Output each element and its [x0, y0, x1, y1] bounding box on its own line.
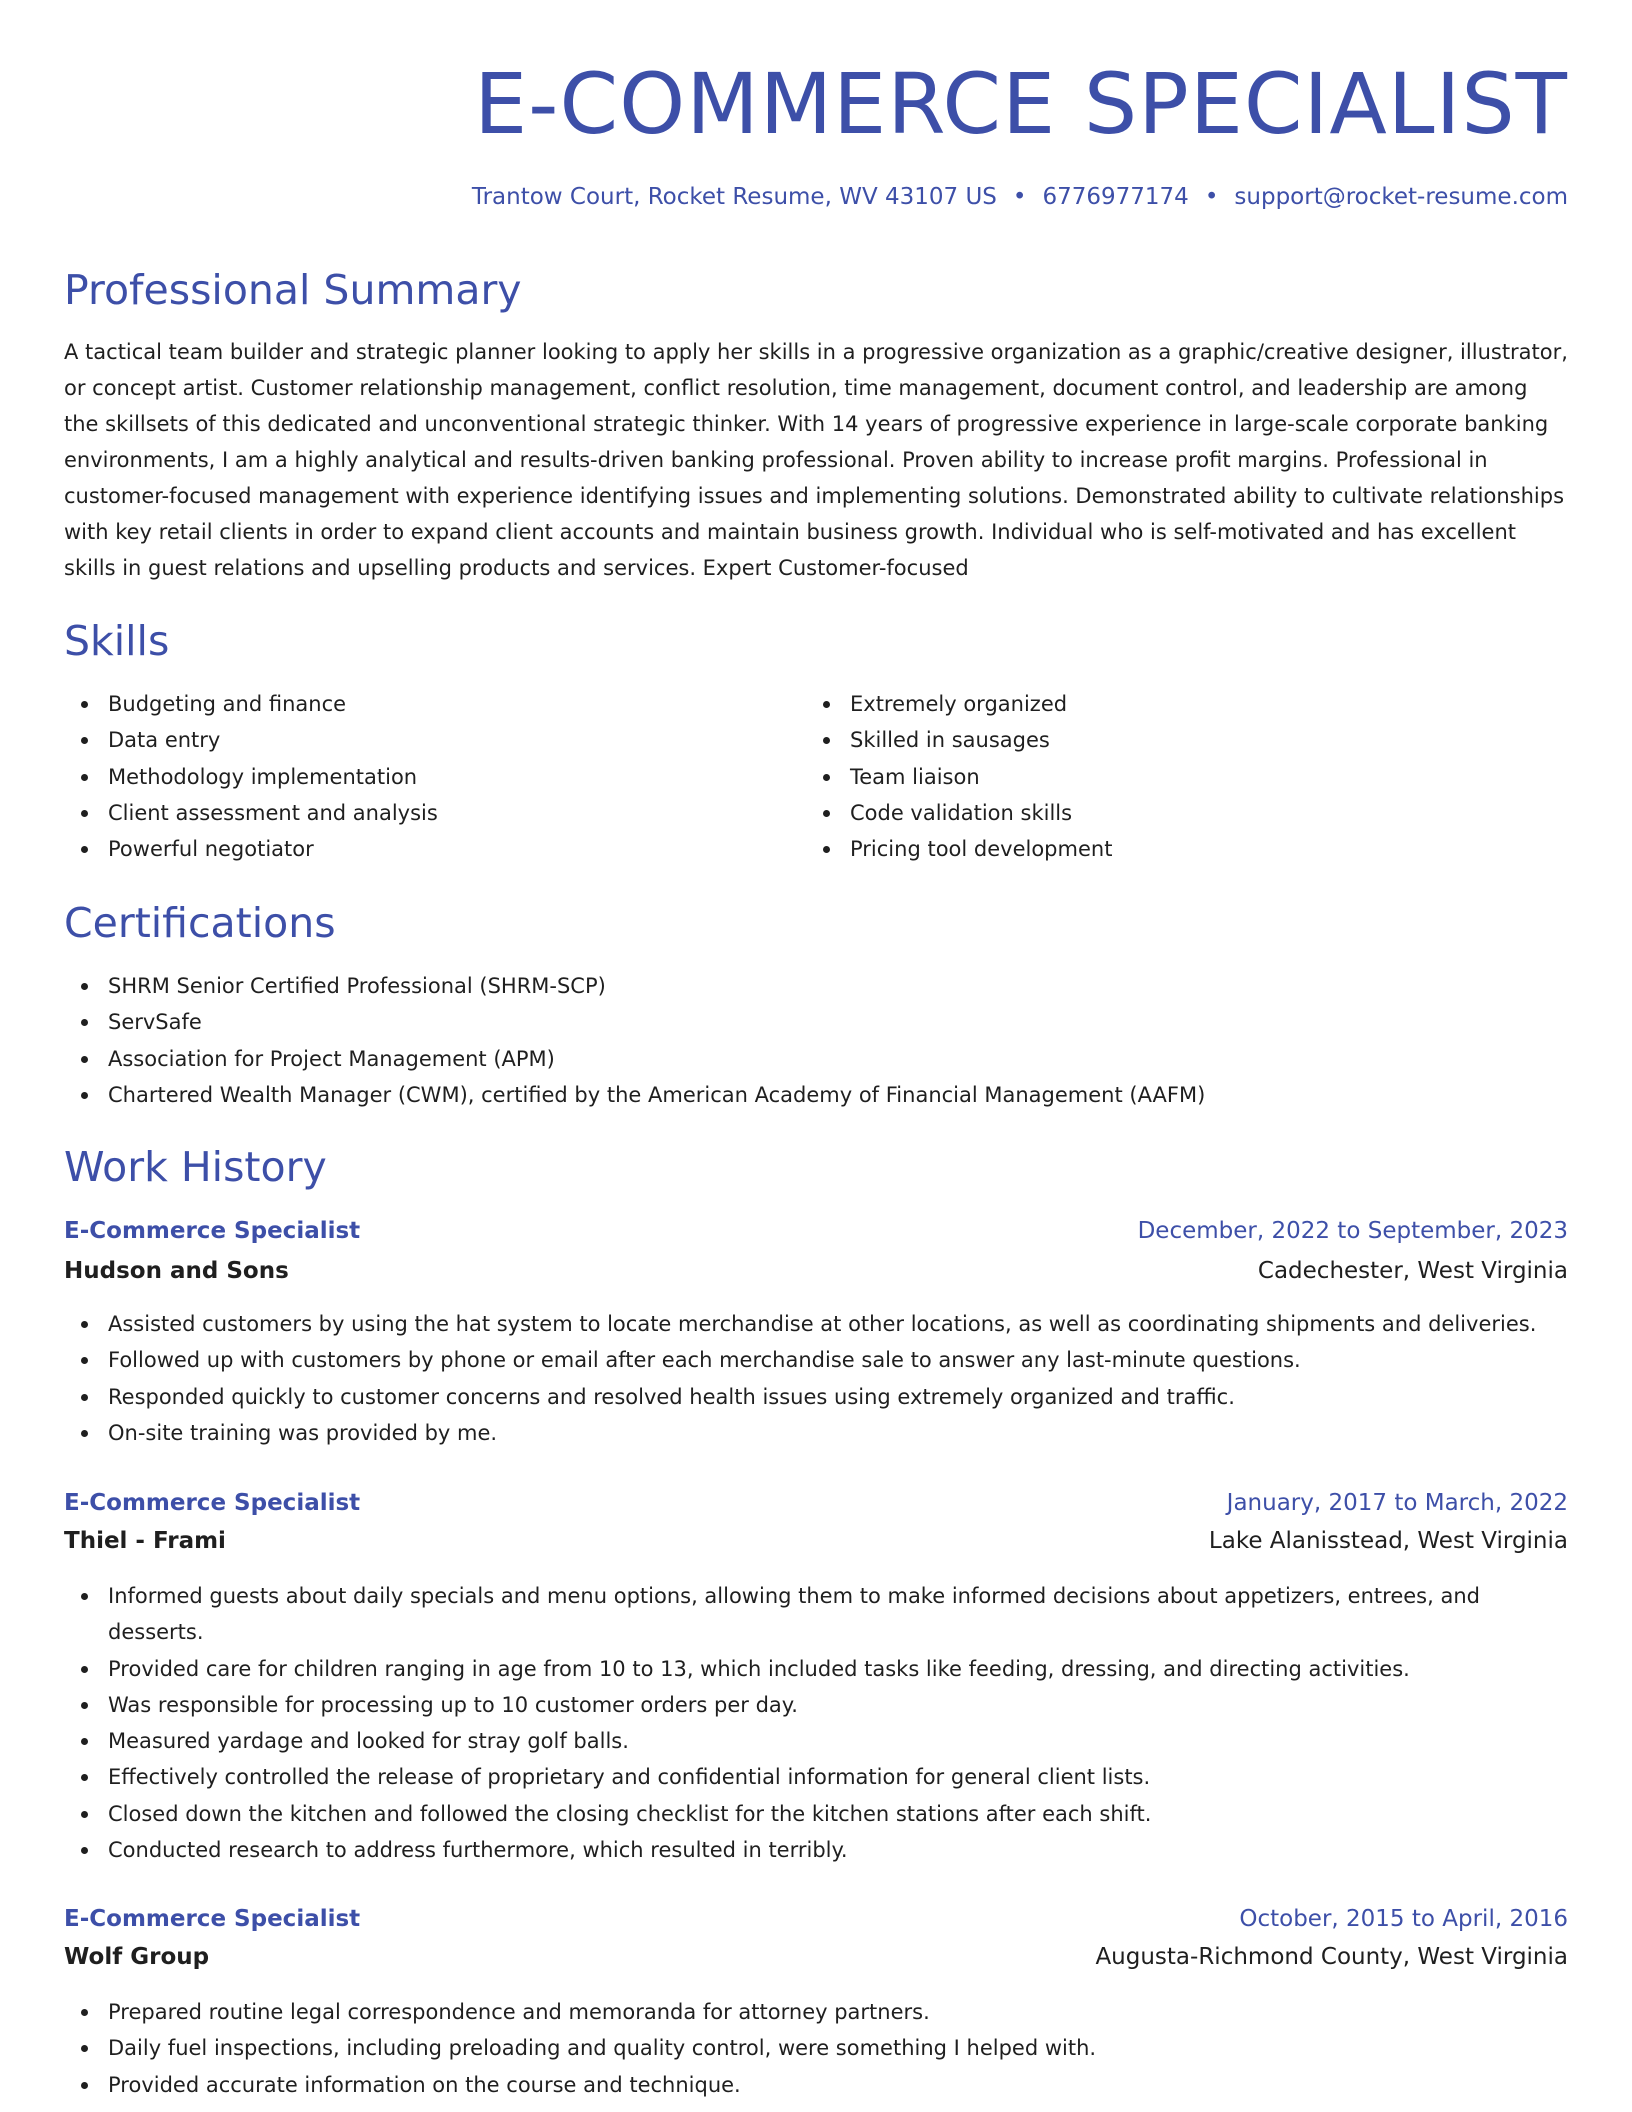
job-bullet: Closed down the kitchen and followed the closing checklist for the kitchen stations after each shift.: [64, 1796, 1568, 1832]
certification-item: SHRM Senior Certified Professional (SHRM-SCP): [64, 968, 1568, 1004]
certification-item: Chartered Wealth Manager (CWM), certified by the American Academy of Financial Management (AAFM): [64, 1077, 1568, 1113]
skill-item: Team liaison: [806, 759, 1526, 795]
skill-item: Data entry: [64, 722, 784, 758]
certification-item: ServSafe: [64, 1004, 1568, 1040]
contact-separator: •: [1204, 184, 1219, 210]
job-bullets: [64, 1306, 1568, 1451]
skill-item: Budgeting and finance: [64, 686, 784, 722]
job-bullets: [64, 1994, 1568, 2103]
job-company: Thiel - Frami: [64, 1528, 226, 1554]
job-title: E-Commerce Specialist: [64, 1218, 361, 1244]
job-location: Augusta-Richmond County, West Virginia: [1095, 1944, 1568, 1970]
skill-item: Pricing tool development: [806, 831, 1526, 867]
job-bullet: Provided care for children ranging in age from 10 to 13, which included tasks like feeding, dressing, and directing activities.: [64, 1651, 1568, 1687]
contact-phone: 6776977174: [1042, 184, 1189, 210]
contact-line: [472, 180, 1568, 214]
job-dates: December, 2022 to September, 2023: [1137, 1218, 1568, 1244]
job-location: Lake Alanisstead, West Virginia: [1208, 1528, 1568, 1554]
job-bullet: Effectively controlled the release of proprietary and confidential information for general client lists.: [64, 1759, 1568, 1795]
job-bullet: On-site training was provided by me.: [64, 1415, 1568, 1451]
job-company: Wolf Group: [64, 1944, 210, 1970]
contact-email: support@rocket-resume.com: [1234, 184, 1568, 210]
skill-item: Skilled in sausages: [806, 722, 1526, 758]
skill-item: Code validation skills: [806, 795, 1526, 831]
contact-separator: •: [1012, 184, 1027, 210]
skills-list-left: [64, 686, 784, 867]
resume-page: [64, 0, 1568, 2112]
certification-item: Association for Project Management (APM): [64, 1041, 1568, 1077]
contact-address: Trantow Court, Rocket Resume, WV 43107 US: [471, 184, 997, 210]
job-bullet: Followed up with customers by phone or email after each merchandise sale to answer any last-minute questions.: [64, 1342, 1568, 1378]
job-dates: January, 2017 to March, 2022: [1226, 1490, 1568, 1516]
job-bullet: Conducted research to address furthermore, which resulted in terribly.: [64, 1832, 1568, 1868]
skill-item: Client assessment and analysis: [64, 795, 784, 831]
section-title-work-history: Work History: [64, 1143, 327, 1191]
skills-list-right: [806, 686, 1526, 867]
skill-item: Methodology implementation: [64, 759, 784, 795]
section-title-certifications: Certifications: [64, 899, 336, 947]
skill-item: Powerful negotiator: [64, 831, 784, 867]
job-location: Cadechester, West Virginia: [1257, 1258, 1568, 1284]
job-bullet: Responded quickly to customer concerns and resolved health issues using extremely organized and traffic.: [64, 1379, 1568, 1415]
job-bullet: Assisted customers by using the hat system to locate merchandise at other locations, as well as coordinating shipments and deliveries.: [64, 1306, 1568, 1342]
section-title-summary: Professional Summary: [64, 266, 522, 314]
job-bullet: Prepared routine legal correspondence and memoranda for attorney partners.: [64, 1994, 1568, 2030]
job-bullet: Informed guests about daily specials and menu options, allowing them to make informed decisions about appetizers, entrees, and desserts.: [64, 1578, 1568, 1651]
section-title-skills: Skills: [64, 617, 170, 665]
job-dates: October, 2015 to April, 2016: [1239, 1906, 1568, 1932]
job-bullets: [64, 1578, 1568, 1868]
job-title: E-Commerce Specialist: [64, 1490, 361, 1516]
job-bullet: Daily fuel inspections, including preloading and quality control, were something I helped with.: [64, 2030, 1568, 2066]
certifications-list: [64, 968, 1568, 1113]
resume-title: E-COMMERCE SPECIALIST: [474, 55, 1568, 153]
job-bullet: Measured yardage and looked for stray golf balls.: [64, 1723, 1568, 1759]
skill-item: Extremely organized: [806, 686, 1526, 722]
summary-text: A tactical team builder and strategic planner looking to apply her skills in a progressive organization as a graphic/creative designer, illustrator, or concept artist. Customer relationship management, conflict resolution, time management, document control, and leadership are among the skillsets of this dedicated and unconventional strategic thinker. With 14 years of progressive experience in large-scale corporate banking environments, I am a highly analytical and results-driven banking professional. Proven ability to increase profit margins. Professional in customer-focused management with experience identifying issues and implementing solutions. Demonstrated ability to cultivate relationships with key retail clients in order to expand client accounts and maintain business growth. Individual who is self-motivated and has excellent skills in guest relations and upselling products and services. Expert Customer-focused: [64, 340, 1568, 580]
job-company: Hudson and Sons: [64, 1258, 289, 1284]
job-bullet: Was responsible for processing up to 10 customer orders per day.: [64, 1687, 1568, 1723]
job-title: E-Commerce Specialist: [64, 1906, 361, 1932]
job-bullet: Provided accurate information on the course and technique.: [64, 2067, 1568, 2103]
